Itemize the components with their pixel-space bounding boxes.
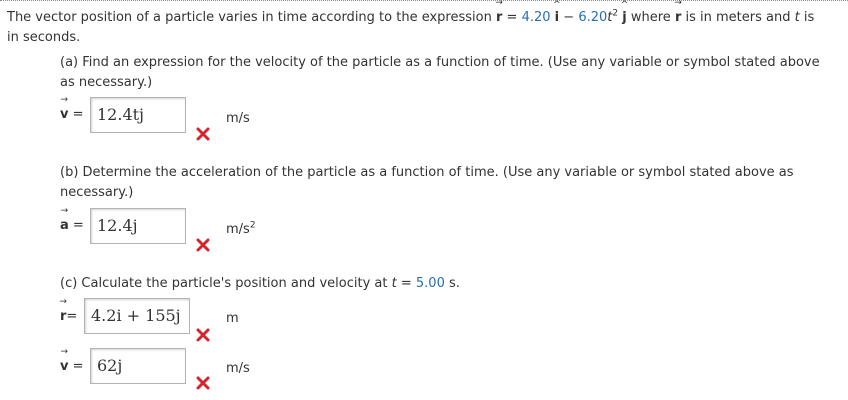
problem-lead-text: The vector position of a particle varies in time according to the expression xyxy=(7,10,492,25)
minus-sign: − xyxy=(563,10,575,25)
seconds-unit-text: s. xyxy=(449,276,460,291)
equals-sign: = xyxy=(72,359,84,374)
part-a-equation-label xyxy=(60,105,84,125)
r-vector-symbol: → r xyxy=(60,307,66,327)
position-unit: m xyxy=(226,311,239,326)
is-text: is xyxy=(803,10,815,25)
equals-sign: = xyxy=(72,107,84,122)
v-vector-symbol: → v xyxy=(60,105,68,125)
time-value: 5.00 xyxy=(415,276,445,291)
velocity-answer-input[interactable]: 12.4tj xyxy=(90,97,186,133)
where-text: where xyxy=(630,10,671,25)
t-symbol: t xyxy=(391,276,397,291)
t-symbol-2: t xyxy=(794,10,800,25)
r-vector-symbol-2: → r xyxy=(675,8,681,28)
r-vector-symbol: → r xyxy=(496,8,502,28)
a-vector-symbol: → a xyxy=(60,216,69,236)
seconds-text: in seconds. xyxy=(7,30,81,45)
i-hat-symbol: ^ i xyxy=(555,8,559,28)
exponent: 2 xyxy=(612,8,619,19)
x-mark-icon xyxy=(196,127,210,141)
meters-text: is in meters and xyxy=(685,10,791,25)
equals-sign: = xyxy=(72,218,84,233)
equals-sign: = xyxy=(506,10,518,25)
velocity-unit: m/s xyxy=(226,111,250,126)
part-c-velocity-label xyxy=(60,357,84,377)
equals-sign: = xyxy=(400,276,412,291)
part-c-prompt-text: (c) Calculate the particle's position and velocity at xyxy=(60,276,388,291)
acceleration-unit xyxy=(226,222,256,238)
t-symbol: t xyxy=(607,10,613,25)
velocity-at-time-unit: m/s xyxy=(226,361,250,376)
acceleration-answer-input[interactable]: 12.4j xyxy=(90,208,186,244)
part-c-position-label xyxy=(60,307,77,327)
x-mark-icon xyxy=(196,238,210,252)
part-c-prompt xyxy=(60,274,830,294)
position-answer-input[interactable]: 4.2i + 155j xyxy=(84,298,190,334)
acceleration-unit-exponent: 2 xyxy=(249,220,256,231)
part-b-prompt: (b) Determine the acceleration of the particle as a function of time. (Use any variable or symbol stated above as necessary.) xyxy=(60,165,794,200)
v-vector-symbol: → v xyxy=(60,357,68,377)
part-b-equation-label xyxy=(60,216,84,236)
j-hat-symbol: ^ j xyxy=(622,8,626,28)
acceleration-unit-base: m/s xyxy=(226,222,250,237)
dotted-divider xyxy=(0,0,848,1)
coefficient-j: 6.20 xyxy=(578,10,608,25)
x-mark-icon xyxy=(196,376,210,390)
equals-sign: = xyxy=(66,309,78,324)
part-a-prompt: (a) Find an expression for the velocity of the particle as a function of time. (Use any variable or symbol stated above as necessary.) xyxy=(60,55,820,90)
x-mark-icon xyxy=(196,328,210,342)
problem-statement xyxy=(7,8,839,48)
velocity-at-time-answer-input[interactable]: 62j xyxy=(90,348,186,384)
coefficient-i: 4.20 xyxy=(521,10,551,25)
